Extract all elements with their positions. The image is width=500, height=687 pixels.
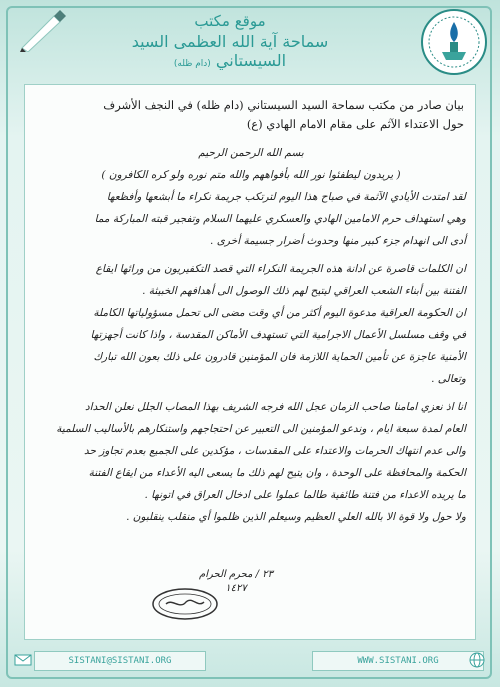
globe-icon (468, 651, 486, 669)
statement-heading-line1: بيان صادر من مكتب سماحة السيد السيستاني (دام ظله) في النجف الأشرف (103, 98, 464, 112)
statement-heading-line2: حول الاعتداء الآثم على مقام الامام الهادي (ع) (246, 117, 464, 131)
header (0, 0, 500, 80)
pen-icon (18, 8, 68, 52)
letter-p4-line: العام لمدة سبعة ايام ، وندعو المؤمنين الى التعبير عن احتجاجهم واستنكارهم بالأساليب السلمية (56, 423, 466, 435)
office-seal-stamp (150, 586, 220, 622)
handwritten-letter (36, 142, 466, 528)
footer (0, 645, 500, 675)
email-link[interactable]: SISTANI@SISTANI.ORG (34, 651, 206, 671)
website-link[interactable]: WWW.SISTANI.ORG (312, 651, 484, 671)
letter-p1-line: وهي استهداف حرم الامامين الهادي والعسكري عليهما السلام وتفجير قبته المباركة مما (94, 213, 466, 225)
letter-p3-line: ان الحكومة العراقية مدعوة اليوم أكثر من أي وقت مضى الى تحمل مسؤولياتها الكاملة (93, 307, 466, 319)
letter-p2-line: ان الكلمات قاصرة عن ادانة هذه الجريمة النكراء التي قصد التكفيريون من ورائها ايقاع (95, 263, 466, 275)
site-title-name: سماحة آية الله العظمى السيد السيستاني (131, 32, 329, 70)
site-title-line1: موقع مكتب (194, 12, 266, 30)
letter-p4-line: والى عدم انتهاك الحرمات والاعتداء على المقدسات ، مؤكدين على الجميع بعدم تجاوز حد (84, 445, 466, 457)
letter-p4-line: ما يريده الاعداء من فتنة طائفية طالما عملوا على ادخال العراق في اتونها . (144, 489, 466, 501)
office-logo-icon[interactable] (420, 8, 488, 76)
letter-p3-line: وتعالى . (431, 373, 466, 385)
letter-p3-line: الأمنية عاجزة عن تأمين الحماية اللازمة فان المؤمنين قادرون على ذلك بعون الله تبارك (93, 351, 466, 363)
site-title (110, 12, 350, 70)
quran-verse: ( يريدون ليطفئوا نور الله بأفواههم والله متم نوره ولو كره الكافرون ) (101, 169, 401, 181)
email-icon (14, 651, 32, 669)
letter-p4-line: الحكمة والمحافظة على الوحدة ، وان يتيح لهم ذلك ما يسعى اليه الأعداء من ايقاع الفتنة (88, 467, 466, 479)
letter-p4-line: انا اذ نعزي امامنا صاحب الزمان عجل الله فرجه الشريف بهذا المصاب الجلل نعلن الحداد (84, 401, 466, 413)
statement-heading (44, 96, 464, 134)
site-title-honorific: (دام ظله) (173, 59, 211, 69)
letter-p3-line: في وقف مسلسل الأعمال الاجرامية التي تستهدف الأماكن المقدسة ، واذا كانت أجهزتها (90, 329, 466, 341)
letter-p1-line: لقد امتدت الأيادي الآثمة في صباح هذا اليوم لترتكب جريمة نكراء ما أبشعها وأفظعها (106, 191, 466, 203)
letter-p2-line: الفتنة بين أبناء الشعب العراقي ليتيح لهم ذلك الوصول الى أهدافهم الخبيثة . (142, 285, 466, 297)
letter-closing: ولا حول ولا قوة الا بالله العلي العظيم وسيعلم الذين ظلموا أي منقلب ينقلبون . (126, 511, 466, 523)
basmala: بسم الله الرحمن الرحيم (198, 147, 304, 159)
letter-date-line1: ٢٣ / محرم الحرام (199, 569, 273, 580)
letter-p1-line: أدى الى انهدام جزء كبير منها وحدوث أضرار جسيمة أخرى . (210, 235, 466, 247)
letter-date-line2: ١٤٢٧ (225, 583, 247, 594)
site-title-line2 (110, 32, 350, 70)
